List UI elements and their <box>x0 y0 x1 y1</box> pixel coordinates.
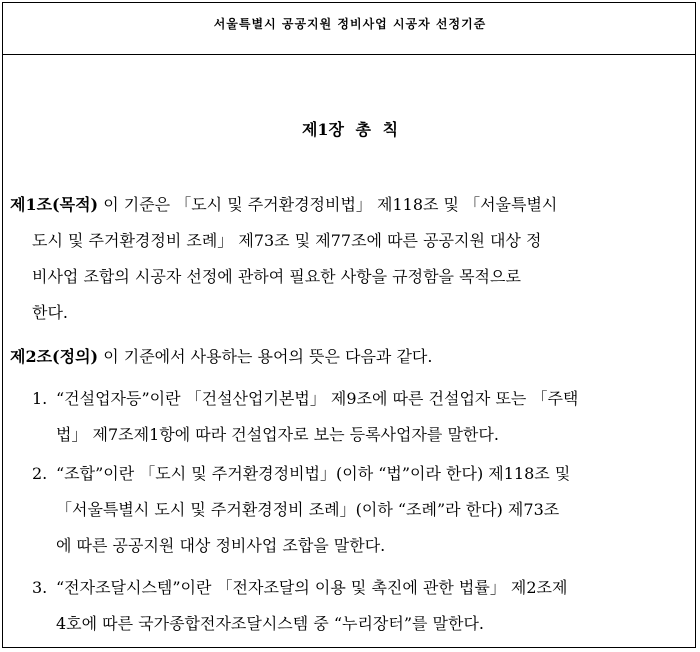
article-1-first-line <box>10 193 557 217</box>
definition-item-3-line-1: “전자조달시스템”이란 「전자조달의 이용 및 촉진에 관한 법률」 제2조제 <box>56 578 568 597</box>
definition-item-2-line-1: “조합”이란 「도시 및 주거환경정비법」(이하 “법”이라 한다) 제118조 및 <box>56 464 571 483</box>
article-1-line-3: 비사업 조합의 시공자 선정에 관하여 필요한 사항을 규정함을 목적으로 <box>32 267 521 286</box>
document-title: 서울특별시 공공지원 정비사업 시공자 선정기준 <box>213 17 487 31</box>
article-1-line-4: 한다. <box>32 303 68 322</box>
article-1-text: 이 기준은 「도시 및 주거환경정비법」 제118조 및 「서울특별시 <box>98 195 558 214</box>
definition-item-3-number: 3. <box>32 578 48 597</box>
title-divider <box>2 54 696 55</box>
definition-item-2-number: 2. <box>32 464 48 483</box>
definition-item-1-line-2: 법」 제7조제1항에 따라 건설업자로 보는 등록사업자를 말한다. <box>56 425 499 444</box>
article-2-first-line <box>10 345 432 369</box>
definition-item-2-line-3: 에 따른 공공지원 대상 정비사업 조합을 말한다. <box>56 536 386 555</box>
definition-item-1-line-1: “건설업자등”이란 「건설산업기본법」 제9조에 따른 건설업자 또는 「주택 <box>56 389 579 408</box>
chapter-title: 제1장 총 칙 <box>301 120 399 139</box>
definition-item-3-line-2: 4호에 따른 국가종합전자조달시스템 중 “누리장터”를 말한다. <box>56 614 484 633</box>
article-2-heading: 제2조(정의) <box>10 347 99 366</box>
definition-item-1-number: 1. <box>32 389 48 408</box>
article-1-line-2: 도시 및 주거환경정비 조례」 제73조 및 제77조에 따른 공공지원 대상 정 <box>32 231 542 250</box>
article-1-heading: 제1조(목적) <box>10 195 99 214</box>
article-2-text: 이 기준에서 사용하는 용어의 뜻은 다음과 같다. <box>98 347 433 366</box>
definition-item-2-line-2: 「서울특별시 도시 및 주거환경정비 조례」(이하 “조례”라 한다) 제73조 <box>56 500 560 519</box>
